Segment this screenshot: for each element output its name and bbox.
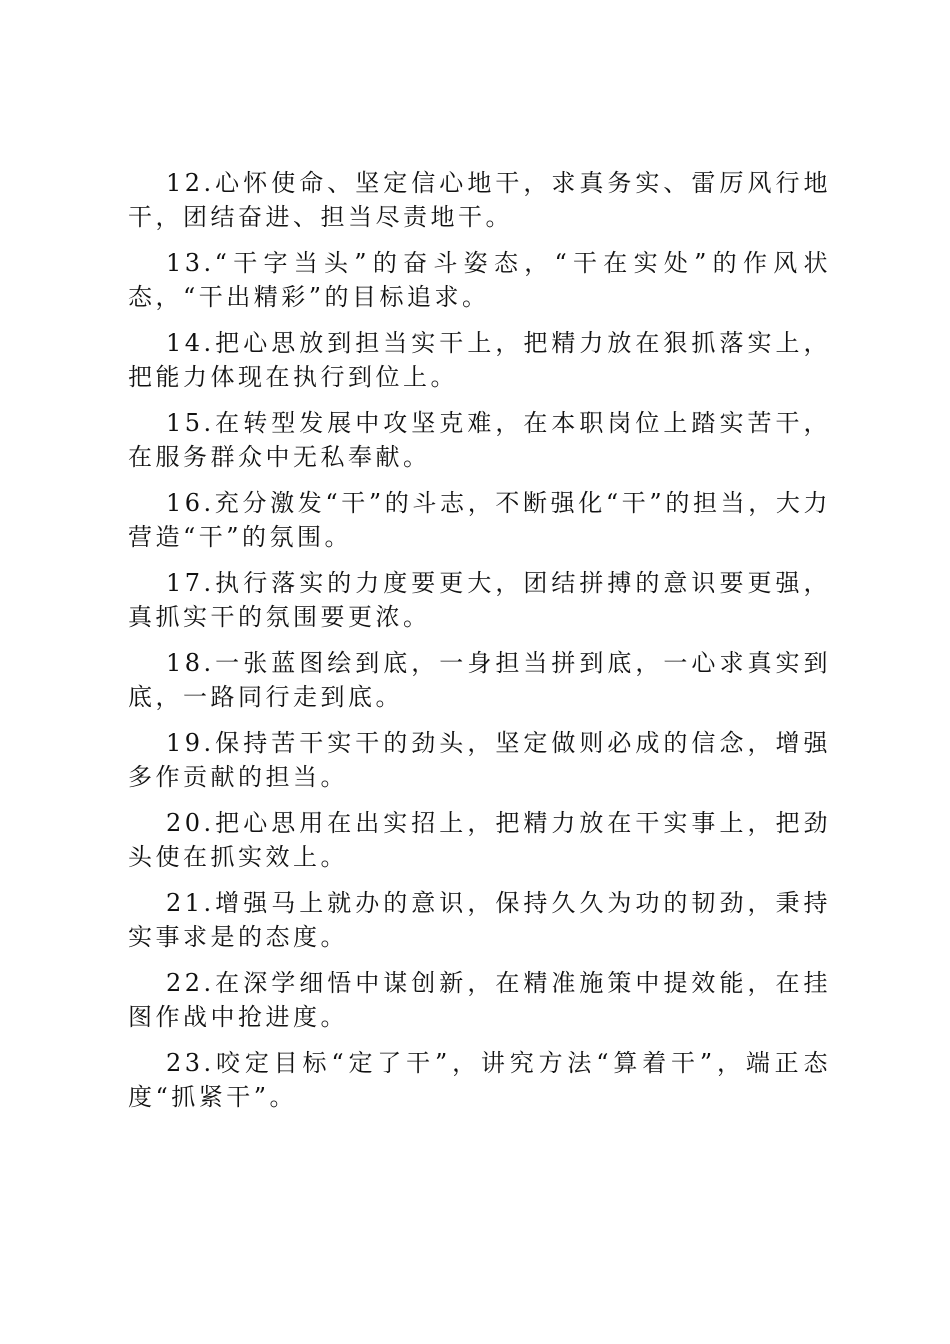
list-item-15: 15.在转型发展中攻坚克难，在本职岗位上踏实苦干，在服务群众中无私奉献。 — [128, 409, 831, 471]
list-item-13: 13.“干字当头”的奋斗姿态，“干在实处”的作风状态，“干出精彩”的目标追求。 — [128, 249, 831, 311]
list-item-19: 19.保持苦干实干的劲头，坚定做则必成的信念，增强多作贡献的担当。 — [128, 729, 831, 791]
list-item-17: 17.执行落实的力度要更大，团结拼搏的意识要更强，真抓实干的氛围要更浓。 — [128, 569, 831, 631]
list-item-14: 14.把心思放到担当实干上，把精力放在狠抓落实上，把能力体现在执行到位上。 — [128, 329, 831, 391]
list-item-23: 23.咬定目标“定了干”，讲究方法“算着干”，端正态度“抓紧干”。 — [128, 1049, 831, 1111]
list-item-12: 12.心怀使命、坚定信心地干，求真务实、雷厉风行地干，团结奋进、担当尽责地干。 — [128, 169, 831, 231]
list-item-22: 22.在深学细悟中谋创新，在精准施策中提效能，在挂图作战中抢进度。 — [128, 969, 831, 1031]
list-item-16: 16.充分激发“干”的斗志，不断强化“干”的担当，大力营造“干”的氛围。 — [128, 489, 831, 551]
list-item-18: 18.一张蓝图绘到底，一身担当拼到底，一心求真实到底，一路同行走到底。 — [128, 649, 831, 711]
list-item-20: 20.把心思用在出实招上，把精力放在干实事上，把劲头使在抓实效上。 — [128, 809, 831, 871]
list-item-21: 21.增强马上就办的意识，保持久久为功的韧劲，秉持实事求是的态度。 — [128, 889, 831, 951]
document-body — [128, 166, 831, 1126]
